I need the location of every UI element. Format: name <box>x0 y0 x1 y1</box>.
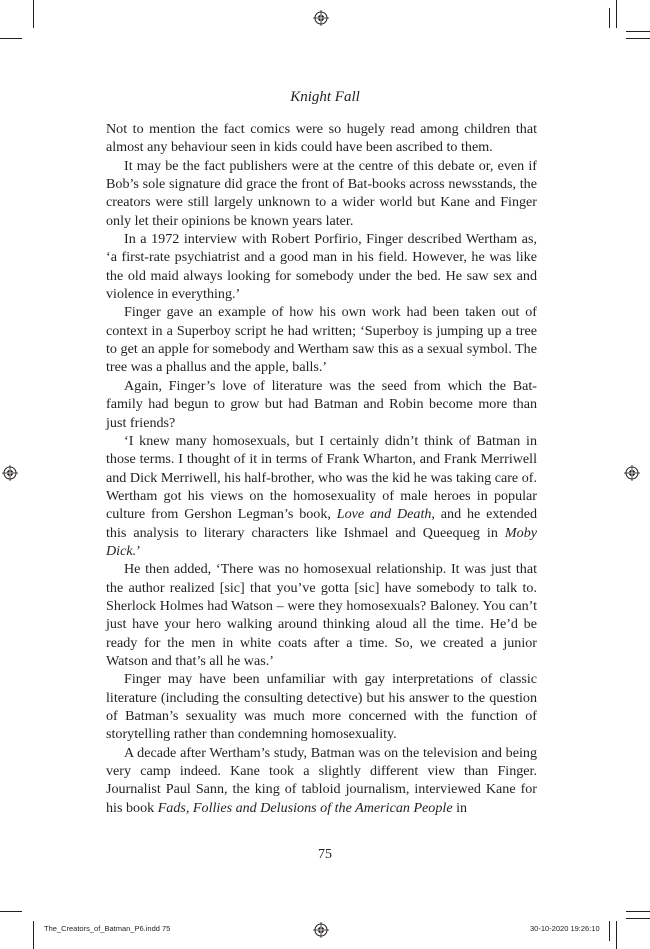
paragraph <box>106 120 537 157</box>
text-run: In a 1972 interview with Robert Porfirio, Finger described Wertham as, ‘a first-rate psychiatrist and a good man in his field. However, he was like the old maid always looking for somebody under the bed. He saw sex and violence in everything.’ <box>106 231 537 303</box>
crop-mark-bottom-right-horizontal <box>626 911 650 912</box>
text-run: ’ <box>136 542 141 559</box>
text-run: in <box>452 799 468 816</box>
text-run: and he extended this analysis to literary characters like Ishmael and Queequeg in <box>106 506 537 541</box>
crop-mark-top-right-vertical-inner <box>609 8 610 28</box>
text-run: It may be the fact publishers were at the centre of this debate or, even if Bob’s sole signature did grace the front of Bat-books across newsstands, the creators were still largely unknown to a wider world but Kane and Finger only let their opinions be known years later. <box>106 157 537 229</box>
italic-title: Fads, Follies and Delusions of the American People <box>157 799 453 816</box>
paragraph <box>106 670 537 743</box>
registration-mark-left <box>2 465 18 481</box>
paragraph <box>106 560 537 670</box>
text-run: Finger may have been unfamiliar with gay interpretations of classic literature (including the consulting detective) but his answer to the question of Batman’s sexuality was much more concerned with the function of storytelling rather than condemning homosexuality. <box>106 671 537 743</box>
text-run: He then added, ‘There was no homosexual relationship. It was just that the author realized [sic] that you’ve gotta [sic] have somebody to talk to. Sherlock Holmes had Watson – were they homosexuals? Baloney. You can’t just have your hero walking around thinking aloud all the time. He’d be ready for the men in white coats after a time. So, we created a junior Watson and that’s all he was.’ <box>106 561 537 669</box>
crop-mark-bottom-right-horizontal-inner <box>626 918 650 919</box>
registration-mark-right <box>624 465 640 481</box>
italic-title: Love and Death, <box>336 506 435 523</box>
crop-mark-top-left-vertical <box>33 0 34 28</box>
crop-mark-top-right-vertical <box>616 0 617 28</box>
registration-mark-top <box>313 10 329 26</box>
text-run: Not to mention the fact comics were so hugely read among children that almost any behaviour seen in kids could have been ascribed to them. <box>106 121 537 156</box>
text-run: A decade after Wertham’s study, Batman was on the television and being very camp indeed. Kane took a slightly different view than Finger. Journalist Paul Sann, the king of tabloid journalism, interviewed Kane for his book <box>106 744 537 816</box>
slug-filename: The_Creators_of_Batman_P6.indd 75 <box>44 924 171 933</box>
crop-mark-bottom-left-vertical <box>33 921 34 949</box>
paragraph <box>106 230 537 303</box>
paragraph <box>106 377 537 432</box>
text-run: Finger gave an example of how his own work had been taken out of context in a Superboy script he had written; ‘Superboy is jumping up a tree to get an apple for somebody and Wertham saw this as a sexual symbol. The tree was a phallus and the apple, balls.’ <box>106 304 537 376</box>
body-text <box>106 120 537 817</box>
crop-mark-bottom-left-horizontal <box>0 911 22 912</box>
text-run: Again, Finger’s love of literature was the seed from which the Bat-family had begun to grow but had Batman and Robin become more than just friends? <box>106 377 537 431</box>
text-run: ‘I knew many homosexuals, but I certainly didn’t think of Batman in those terms. I thought of it in terms of Frank Wharton, and Frank Merriwell and Dick Merriwell, his half-brother, who was the kid he was taking care of. Wertham got his views on the homosexuality of male heroes in popular culture from Gershon Legman’s book, <box>106 432 537 523</box>
crop-mark-top-left-horizontal <box>0 38 22 39</box>
crop-mark-top-right-horizontal <box>626 38 650 39</box>
running-head: Knight Fall <box>290 89 360 105</box>
paragraph <box>106 157 537 230</box>
slug-timestamp: 30-10-2020 19:26:10 <box>530 924 600 933</box>
italic-title: Moby Dick. <box>106 524 537 559</box>
paragraph <box>106 303 537 376</box>
crop-mark-top-right-horizontal-inner <box>626 31 650 32</box>
registration-mark-bottom <box>313 922 329 938</box>
crop-mark-bottom-right-vertical-inner <box>609 921 610 941</box>
paragraph <box>106 432 537 560</box>
page-number: 75 <box>318 847 332 862</box>
crop-mark-bottom-right-vertical <box>616 921 617 949</box>
paragraph <box>106 744 537 817</box>
